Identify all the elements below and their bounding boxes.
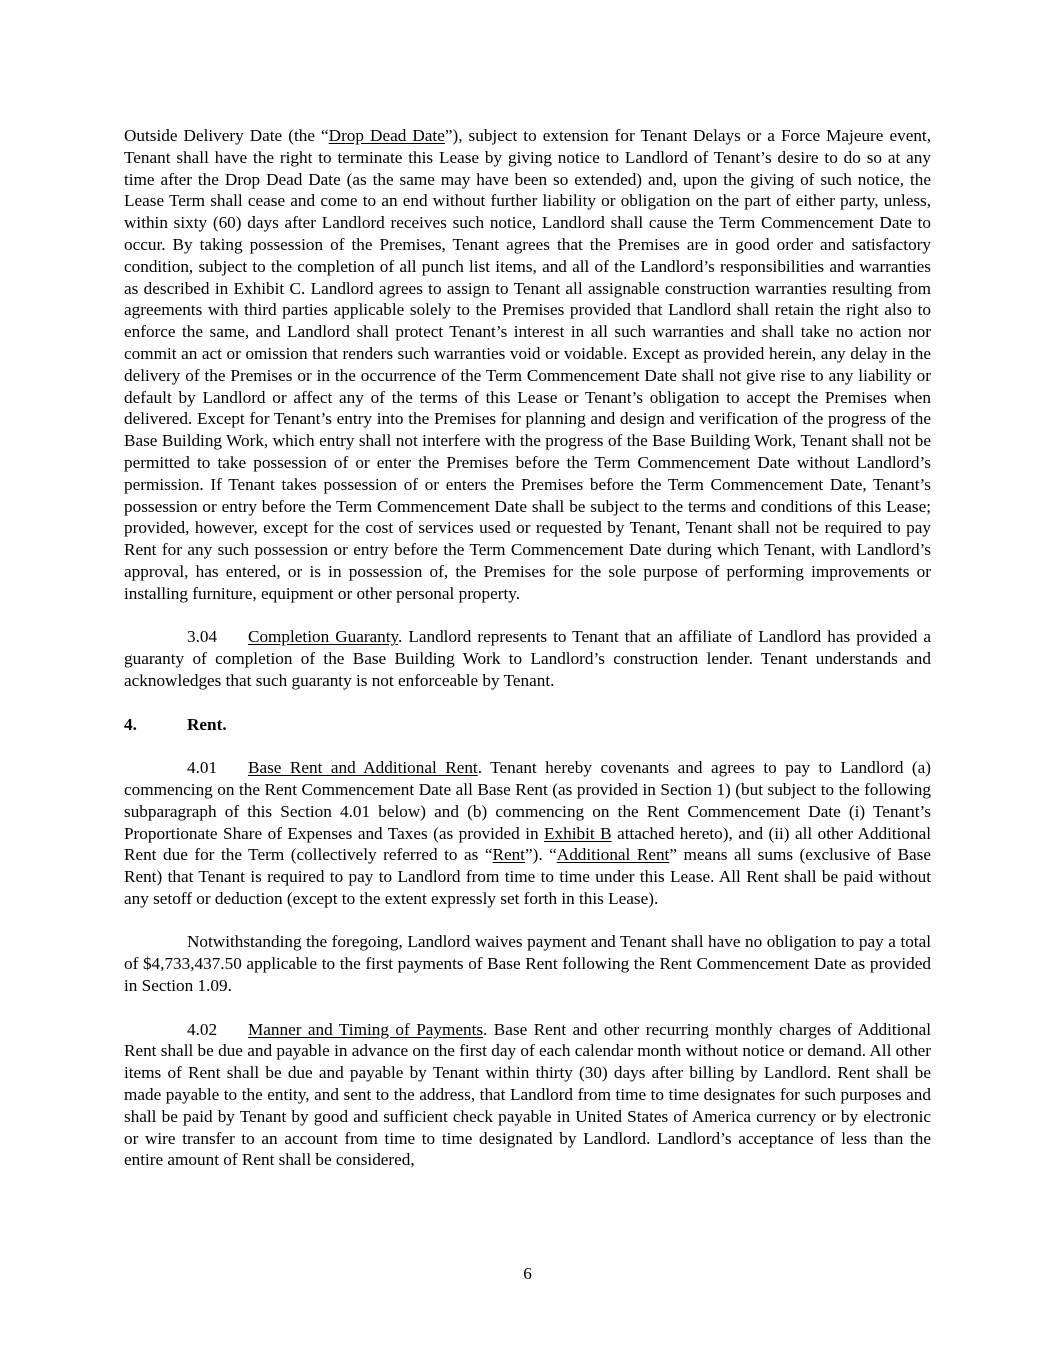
defined-term-drop-dead-date: Drop Dead Date (328, 126, 445, 145)
paragraph-rent-waiver (124, 931, 931, 996)
section-number: 3.04 (187, 627, 218, 647)
section-text: . Base Rent and other recurring monthly charges of Additional Rent shall be due and payable in advance on the first day of each calendar month without notice or demand. All other items of Rent shall be due and payable by Tenant within thirty (30) days after billing by Landlord. Rent shall be made payable to the entity, and sent to the address, that Landlord from time to time designates for such purposes and shall be paid by Tenant by good and sufficient check payable in United States of America currency or by electronic or wire transfer to an account from time to time designated by Landlord. Landlord’s acceptance of less than the entire amount of Rent shall be considered, (124, 1019, 931, 1170)
section-title: Completion Guaranty (248, 627, 399, 647)
paragraph-drop-dead-date (124, 125, 931, 605)
defined-term-exhibit-b: Exhibit B (544, 823, 612, 843)
document-page (124, 125, 931, 1171)
page-number: 6 (523, 1264, 532, 1283)
section-title: Base Rent and Additional Rent (248, 758, 478, 778)
heading-number: 4. (124, 714, 137, 734)
section-4-01 (124, 757, 931, 910)
section-4-02 (124, 1019, 931, 1172)
section-number: 4.02 (187, 1019, 218, 1039)
section-text: . Tenant hereby covenants and agrees to pay to Landlord (a) commencing on the Rent Commencement Date all Base Rent (as provided in Section 1) (but subject to the following subparagraph of this Section 4.01 below) and (b) commencing on the Rent Commencement Date (i) Tenant’s Proportionate Share of Expenses and Taxes (as provided in (124, 758, 931, 843)
section-text: ” means all sums (exclusive of Base Rent) that Tenant is required to pay to Landlord from time to time under this Lease. All Rent shall be paid without any setoff or deduction (except to the extent expressly set forth in this Lease). (124, 845, 932, 908)
section-number: 4.01 (187, 758, 218, 778)
defined-term-additional-rent: Additional Rent (556, 845, 670, 865)
paragraph-text: ”), subject to extension for Tenant Delays or a Force Majeure event, Tenant shall have the right to terminate this Lease by giving notice to Landlord of Tenant’s desire to do so at any time after the Drop Dead Date (as the same may have been so extended) and, upon the giving of such notice, the Lease Term shall cease and come to an end without further liability or obligation on the part of either party, unless, within sixty (60) days after Landlord receives such notice, Landlord shall cause the Term Commencement Date to occur. By taking possession of the Premises, Tenant agrees that the Premises are in good order and satisfactory condition, subject to the completion of all punch list items, and all of the Landlord’s responsibilities and warranties as described in Exhibit C. Landlord agrees to assign to Tenant all assignable construction warranties resulting from agreements with third parties applicable solely to the Premises provided that Landlord shall retain the right also to enforce the same, and Landlord shall protect Tenant’s interest in all such warranties and shall take no action nor commit an act or omission that renders such warranties void or voidable. Except as provided herein, any delay in the delivery of the Premises or in the occurrence of the Term Commencement Date shall not give rise to any liability or default by Landlord or affect any of the terms of this Lease or Tenant’s obligation to accept the Premises when delivered. Except for Tenant’s entry into the Premises for planning and design and verification of the progress of the Base Building Work, which entry shall not interfere with the progress of the Base Building Work, Tenant shall not be permitted to take possession of or enter the Premises before the Term Commencement Date without Landlord’s permission. If Tenant takes possession of or enters the Premises before the Term Commencement Date, Tenant’s possession or entry before the Term Commencement Date shall be subject to the terms and conditions of this Lease; provided, however, except for the cost of services used or requested by Tenant, Tenant shall not be required to pay Rent for any such possession or entry before the Term Commencement Date during which Tenant, with Landlord’s approval, has entered, or is in possession of, the Premises for the sole purpose of performing improvements or installing furniture, equipment or other personal property. (124, 126, 931, 603)
section-text: . Landlord represents to Tenant that an affiliate of Landlord has provided a guaranty of completion of the Base Building Work to Landlord’s construction lender. Tenant understands and acknowledges that such guaranty is not enforceable by Tenant. (124, 627, 931, 690)
section-heading-rent (124, 714, 931, 736)
section-text: attached hereto), and (ii) all other Additional Rent due for the Term (collectively referred to as “ (124, 823, 931, 865)
section-3-04 (124, 626, 931, 691)
paragraph-text: Outside Delivery Date (the “ (124, 126, 329, 145)
defined-term-rent: Rent (492, 845, 525, 865)
heading-title: Rent. (187, 714, 227, 734)
section-title: Manner and Timing of Payments (248, 1019, 484, 1039)
section-text: ”). “ (524, 845, 557, 865)
paragraph-text: Notwithstanding the foregoing, Landlord waives payment and Tenant shall have no obligation to pay a total of $4,733,437.50 applicable to the first payments of Base Rent following the Rent Commencement Date as provided in Section 1.09. (124, 932, 931, 996)
